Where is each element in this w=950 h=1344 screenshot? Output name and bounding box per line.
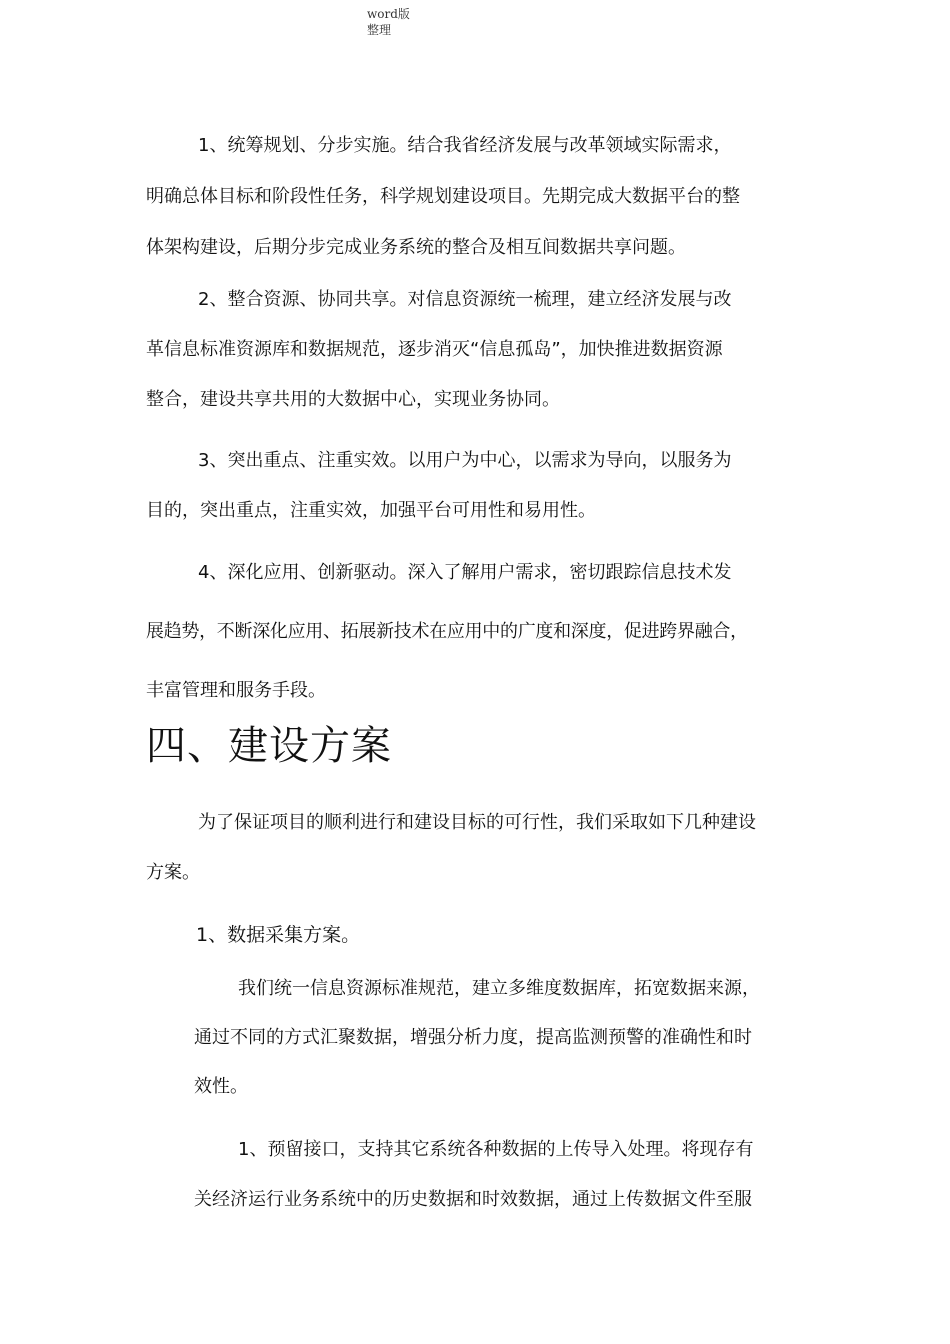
principle-paragraph-4 (146, 543, 840, 720)
header-line-2: 整理 (367, 23, 392, 37)
paragraph-line: 明确总体目标和阶段性任务，科学规划建设项目。先期完成大数据平台的整 (146, 186, 740, 207)
paragraph-line: 通过不同的方式汇聚数据，增强分析力度，提高监测预警的准确性和时 (194, 1027, 752, 1048)
subsection-heading: 1、数据采集方案。 (196, 924, 361, 946)
paragraph-line: 展趋势，不断深化应用、拓展新技术在应用中的广度和深度，促进跨界融合， (146, 621, 748, 642)
data-collection-item-1 (194, 1125, 844, 1225)
paragraph-line: 4、深化应用、创新驱动。深入了解用户需求，密切跟踪信息技术发 (198, 562, 732, 583)
paragraph-line: 1、预留接口，支持其它系统各种数据的上传导入处理。将现存有 (238, 1139, 754, 1160)
paragraph-line: 革信息标准资源库和数据规范，逐步消灭“信息孤岛”，加快推进数据资源 (146, 339, 723, 360)
paragraph-line: 为了保证项目的顺利进行和建设目标的可行性，我们采取如下几种建设 (198, 812, 756, 833)
paragraph-line: 关经济运行业务系统中的历史数据和时效数据，通过上传数据文件至服 (194, 1189, 752, 1210)
paragraph-line: 方案。 (146, 862, 200, 883)
principle-paragraph-3 (146, 436, 840, 536)
paragraph-line: 整合，建设共享共用的大数据中心，实现业务协同。 (146, 389, 560, 410)
page-header-note (367, 6, 410, 38)
paragraph-line: 我们统一信息资源标准规范，建立多维度数据库，拓宽数据来源， (238, 978, 760, 999)
paragraph-line: 效性。 (194, 1076, 248, 1097)
principle-paragraph-2 (146, 275, 840, 425)
paragraph-line: 1、统筹规划、分步实施。结合我省经济发展与改革领域实际需求， (198, 135, 732, 156)
principle-paragraph-1 (146, 120, 840, 273)
header-line-1: word版 (367, 7, 410, 21)
section-heading: 四、建设方案 (146, 723, 392, 769)
data-collection-paragraph (194, 964, 844, 1111)
paragraph-line: 丰富管理和服务手段。 (146, 680, 326, 701)
paragraph-line: 体架构建设，后期分步完成业务系统的整合及相互间数据共享问题。 (146, 237, 686, 258)
paragraph-line: 3、突出重点、注重实效。以用户为中心，以需求为导向，以服务为 (198, 450, 732, 471)
paragraph-line: 目的，突出重点，注重实效，加强平台可用性和易用性。 (146, 500, 596, 521)
section-intro-paragraph (146, 798, 840, 898)
paragraph-line: 2、整合资源、协同共享。对信息资源统一梳理，建立经济发展与改 (198, 289, 732, 310)
